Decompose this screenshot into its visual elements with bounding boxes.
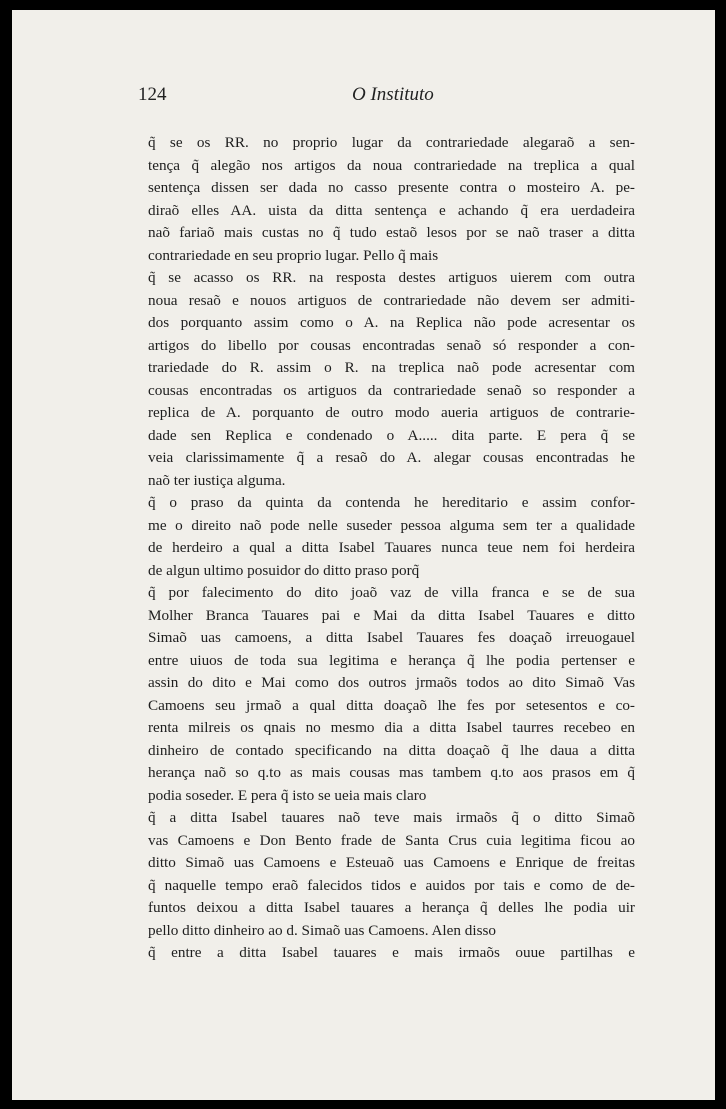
- text-line: tença q̃ alegão nos artigos da noua contrariedade na treplica a qual: [148, 156, 635, 174]
- text-line: dade sen Replica e condenado o A..... dita parte. E pera q̃ se: [148, 426, 635, 444]
- text-line: naõ ter iustiça alguma.: [148, 471, 286, 489]
- paragraph-3: [148, 492, 635, 582]
- page-number: 124: [138, 84, 167, 105]
- text-line: pello ditto dinheiro ao d. Simaõ uas Camoens. Alen disso: [148, 921, 497, 939]
- text-line: de algun ultimo posuidor do ditto praso porq̃: [148, 561, 420, 579]
- page-header: [138, 84, 638, 114]
- text-line: q̃ por falecimento do dito joaõ vaz de villa franca e se de sua: [148, 584, 635, 601]
- body-text: [148, 132, 635, 965]
- running-title: O Instituto: [352, 84, 434, 105]
- text-line: ditto Simaõ uas Camoens e Esteuaõ uas Camoens e Enrique de freitas: [148, 854, 635, 871]
- text-line: renta milreis os qnais no mesmo dia a ditta Isabel taurres recebeo en: [148, 719, 635, 736]
- text-line: artigos do libello por cousas encontradas senaõ só responder a con-: [148, 336, 635, 354]
- text-line: funtos deixou a ditta Isabel tauares a herança q̃ delles lhe podia uir: [148, 899, 635, 916]
- text-line: de herdeiro a qual a ditta Isabel Tauares nunca teue nem foi herdeira: [148, 539, 635, 556]
- book-page: [12, 10, 715, 1100]
- text-line: replica de A. porquanto de outro modo aueria artiguos de contrarie-: [148, 404, 635, 421]
- text-line: q̃ se os RR. no proprio lugar da contrariedade alegaraõ a sen-: [148, 134, 635, 151]
- paragraph-2: [148, 267, 635, 492]
- text-line: dos porquanto assim como o A. na Replica não pode acresentar os: [148, 314, 635, 331]
- text-line: diraõ elles AA. uista da ditta sentença e achando q̃ era uerdadeira: [148, 201, 635, 219]
- text-line: q̃ a ditta Isabel tauares naõ teve mais irmaõs q̃ o ditto Simaõ: [148, 809, 635, 826]
- text-line: sentença dissen ser dada no casso presente contra o mosteiro A. pe-: [148, 179, 635, 196]
- text-line: naõ fariaõ mais custas no q̃ tudo estaõ lesos por se naõ traser a ditta: [148, 224, 635, 241]
- text-line: herança naõ so q.to as mais cousas mas tambem q.to aos prasos em q̃: [148, 764, 635, 781]
- text-line: podia soseder. E pera q̃ isto se ueia mais claro: [148, 786, 427, 804]
- text-line: entre uiuos de toda sua legitima e herança q̃ lhe podia pertenser e: [148, 651, 635, 669]
- paragraph-1: [148, 132, 635, 267]
- text-line: q̃ se acasso os RR. na resposta destes artiguos uierem com outra: [148, 269, 635, 286]
- text-line: q̃ entre a ditta Isabel tauares e mais irmaõs ouue partilhas e: [148, 944, 635, 961]
- text-line: q̃ naquelle tempo eraõ falecidos tidos e auidos por tais e como de de-: [148, 876, 635, 894]
- text-line: vas Camoens e Don Bento frade de Santa Crus cuia legitima ficou ao: [148, 831, 635, 849]
- text-line: Camoens seu jrmaõ a qual ditta doaçaõ lhe fes por setesentos e co-: [148, 696, 635, 714]
- text-line: q̃ o praso da quinta da contenda he hereditario e assim confor-: [148, 494, 635, 511]
- paragraph-6: [148, 942, 635, 965]
- text-line: assin do dito e Mai como dos outros jrmaõs todos ao dito Simaõ Vas: [148, 674, 635, 691]
- text-line: dinheiro de contado specificando na ditta doaçaõ q̃ lhe daua a ditta: [148, 741, 635, 759]
- text-line: cousas encontradas os artiguos da contrariedade senaõ so responder a: [148, 381, 635, 399]
- text-line: noua resaõ e nouos artiguos de contrariedade não devem ser admiti-: [148, 291, 635, 309]
- text-line: contrariedade en seu proprio lugar. Pello q̃ mais: [148, 246, 439, 264]
- paragraph-4: [148, 582, 635, 807]
- text-line: Simaõ uas camoens, a ditta Isabel Tauares fes doaçaõ irreuogauel: [148, 629, 635, 646]
- text-line: me o direito naõ pode nelle suseder pessoa alguma sem ter a qualidade: [148, 516, 635, 534]
- text-line: Molher Branca Tauares pai e Mai da ditta Isabel Tauares e ditto: [148, 606, 635, 624]
- text-line: trariedade do R. assim o R. na treplica naõ pode acresentar com: [148, 359, 635, 376]
- text-line: veia clarissimamente q̃ a resaõ do A. alegar cousas encontradas he: [148, 449, 635, 466]
- paragraph-5: [148, 807, 635, 942]
